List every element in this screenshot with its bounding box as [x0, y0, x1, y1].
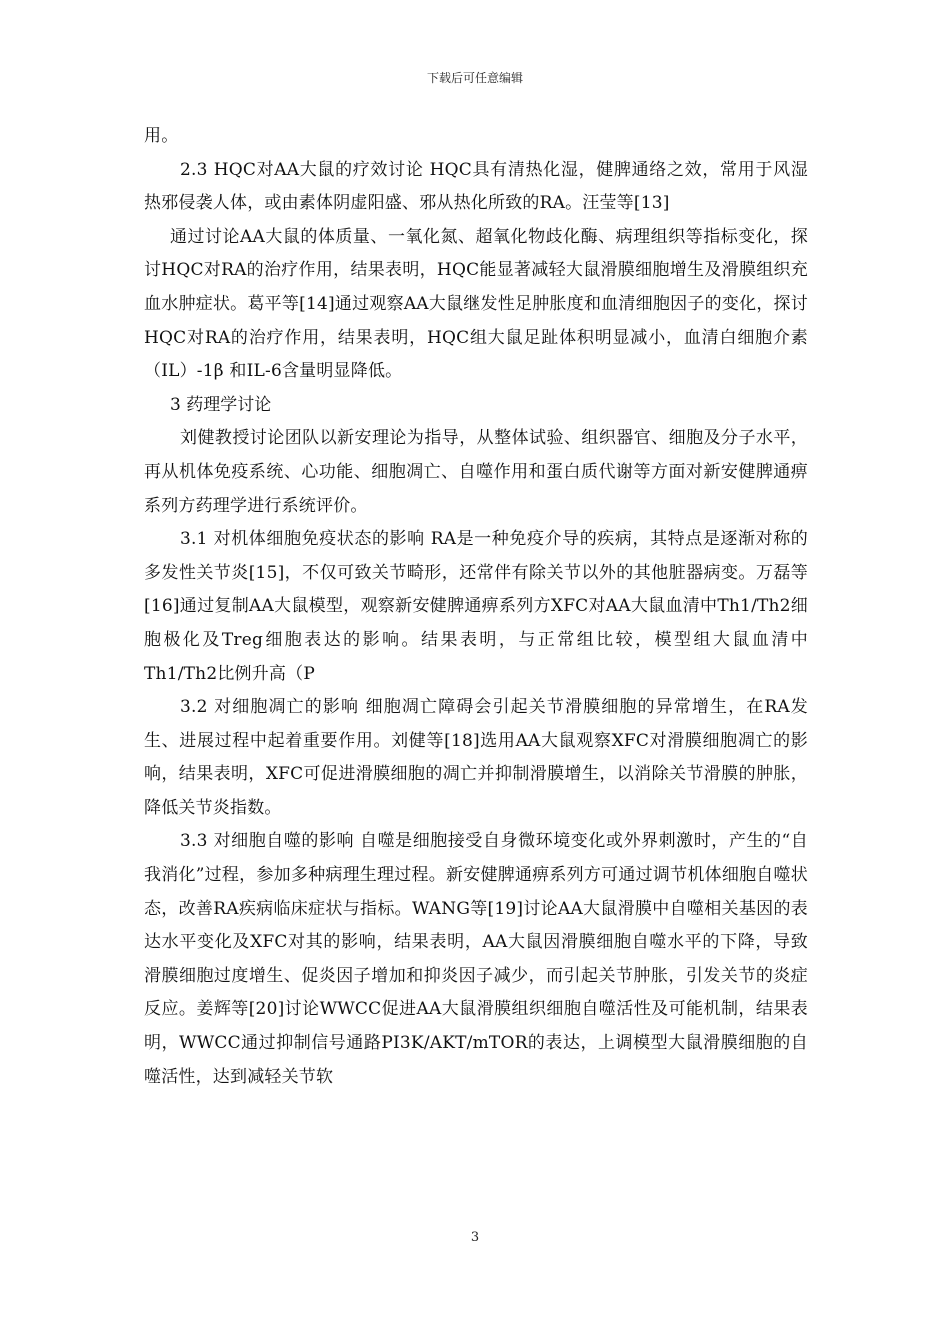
paragraph-3-3-autophagy: 3.3 对细胞自噬的影响 自噬是细胞接受自身微环境变化或外界刺激时，产生的“自我消化”过程，参加多种病理生理过程。新安健脾通痹系列方可通过调节机体细胞自噬状态，改善RA疾病临床症状与指标。WANG等[19]讨论AA大鼠滑膜中自噬相关基因的表达水平变化及XFC对其的影响，结果表明，AA大鼠因滑膜细胞自噬水平的下降，导致滑膜细胞过度增生、促炎因子增加和抑炎因子减少，而引起关节肿胀，引发关节的炎症反应。姜辉等[20]讨论WWCC促进AA大鼠滑膜组织细胞自噬活性及可能机制，结果表明，WWCC通过抑制信号通路PI3K/AKT/mTOR的表达，上调模型大鼠滑膜细胞的自噬活性，达到减轻关节软: [144, 831, 808, 1087]
paragraph-hqc-study-results: 通过讨论AA大鼠的体质量、一氧化氮、超氧化物歧化酶、病理组织等指标变化，探讨HQC对RA的治疗作用，结果表明，HQC能显著减轻大鼠滑膜细胞增生及滑膜组织充血水肿症状。葛平等[14]通过观察AA大鼠继发性足肿胀度和血清细胞因子的变化，探讨HQC对RA的治疗作用，结果表明，HQC组大鼠足趾体积明显减小，血清白细胞介素（IL）-1β 和IL-6含量明显降低。: [144, 226, 808, 382]
paragraph-3-2-apoptosis: 3.2 对细胞凋亡的影响 细胞凋亡障碍会引起关节滑膜细胞的异常增生，在RA发生、进展过程中起着重要作用。刘健等[18]选用AA大鼠观察XFC对滑膜细胞凋亡的影响，结果表明，XFC可促进滑膜细胞的凋亡并抑制滑膜增生，以消除关节滑膜的肿胀，降低关节炎指数。: [144, 697, 808, 818]
document-body: [144, 120, 808, 1094]
paragraph-team-evaluation: 刘健教授讨论团队以新安理论为指导，从整体试验、组织器官、细胞及分子水平，再从机体免疫系统、心功能、细胞凋亡、自噬作用和蛋白质代谢等方面对新安健脾通痹系列方药理学进行系统评价。: [144, 428, 808, 516]
section-heading-pharmacology: 3 药理学讨论: [170, 394, 272, 415]
page-number: 3: [470, 1230, 480, 1245]
paragraph-2-3-hqc-efficacy: 2.3 HQC对AA大鼠的疗效讨论 HQC具有清热化湿，健脾通络之效，常用于风湿热邪侵袭人体，或由素体阴虚阳盛、邪从热化所致的RA。汪莹等[13]: [144, 159, 808, 214]
page-header: 下载后可任意编辑: [426, 71, 523, 85]
paragraph-3-1-immune-state: 3.1 对机体细胞免疫状态的影响 RA是一种免疫介导的疾病，其特点是逐渐对称的多发性关节炎[15]，不仅可致关节畸形，还常伴有除关节以外的其他脏器病变。万磊等[16]通过复制AA大鼠模型，观察新安健脾通痹系列方XFC对AA大鼠血清中Th1/Th2细胞极化及Treg细胞表达的影响。结果表明，与正常组比较，模型组大鼠血清中Th1/Th2比例升高（P: [144, 529, 808, 684]
paragraph-continuation: 用。: [144, 126, 179, 146]
